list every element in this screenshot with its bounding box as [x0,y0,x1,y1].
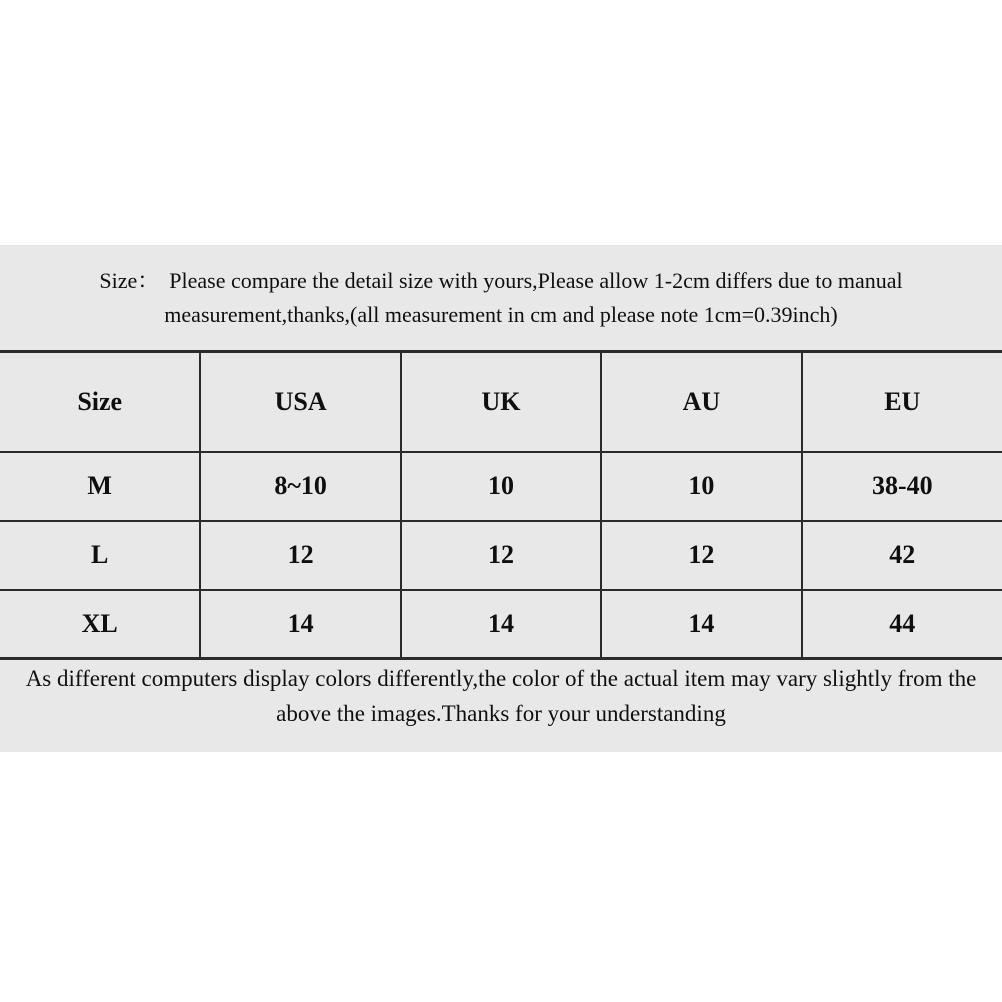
size-table-cell: L [0,521,200,590]
size-table-cell: 44 [802,590,1002,659]
size-table-cell: 14 [601,590,801,659]
size-table-cell: XL [0,590,200,659]
table-row [0,452,1002,521]
color-note-line2: above the images.Thanks for your understanding [276,701,726,726]
size-table-cell: 8~10 [200,452,400,521]
size-table-cell: 14 [401,590,601,659]
size-note [0,245,1002,350]
size-table-cell: 38-40 [802,452,1002,521]
size-chart-panel [0,245,1002,752]
size-table-header-row [0,352,1002,452]
size-table-cell: 10 [401,452,601,521]
color-note [0,660,1002,732]
size-note-line1 [0,264,1002,298]
size-note-line1-text: Please compare the detail size with yours,Please allow 1-2cm differs due to manual [169,267,903,293]
table-row [0,590,1002,659]
size-table-header-eu: EU [802,352,1002,452]
size-table-cell: 14 [200,590,400,659]
color-note-line1: As different computers display colors differently,the color of the actual item may vary slightly from the [25,666,977,691]
size-table-cell: 10 [601,452,801,521]
size-table-header-uk: UK [401,352,601,452]
size-note-line2: measurement,thanks,(all measurement in cm and please note 1cm=0.39inch) [164,301,838,327]
size-table-header-usa: USA [200,352,400,452]
size-table-cell: 12 [401,521,601,590]
size-table-cell: 12 [601,521,801,590]
size-table-cell: 12 [200,521,400,590]
table-row [0,521,1002,590]
size-note-label: Size： [99,267,160,293]
size-table-header-au: AU [601,352,801,452]
size-table-header-size: Size [0,352,200,452]
size-chart-table [0,350,1002,660]
size-table-cell: M [0,452,200,521]
size-table-cell: 42 [802,521,1002,590]
